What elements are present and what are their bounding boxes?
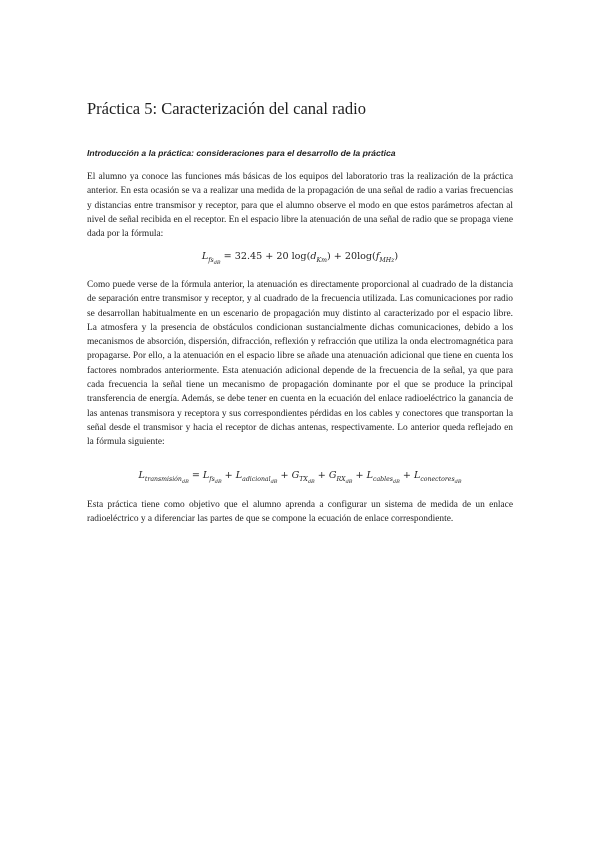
formula-symbol: L xyxy=(201,251,209,262)
paragraph-intro: El alumno ya conoce las funciones más básicas de los equipos del laboratorio tras la realización de la práctica anterior. En esta ocasión se va a realizar una medida de la propagación de una señal de radio a varias frecuencias y distancias entre transmisor y receptor, para que el alumno observe el modo en que estos parámetros afectan al nivel de señal recibida en el receptor. En el espacio libre la atenuación de una señal de radio que se propaga viene dada por la fórmula: xyxy=(87,172,513,240)
section-subtitle: Introducción a la práctica: consideraciones para el desarrollo de la práctica xyxy=(87,148,396,158)
formula-subsubscript: dB xyxy=(392,479,400,485)
formula-text: ) xyxy=(394,251,399,262)
formula-subsubscript: dB xyxy=(213,260,221,266)
formula-symbol: L xyxy=(413,470,421,481)
formula-text: + xyxy=(277,470,292,481)
formula-symbol: L xyxy=(235,470,243,481)
formula-subsubscript: dB xyxy=(345,479,353,485)
formula-subscript: fs xyxy=(208,257,214,264)
formula-subscript: adicional xyxy=(242,476,271,483)
formula-subsubscript: dB xyxy=(307,479,315,485)
formula-text: = xyxy=(188,470,203,481)
formula-subscript: MHz xyxy=(379,257,395,264)
formula-subsubscript: dB xyxy=(270,479,278,485)
formula-subsubscript: dB xyxy=(181,479,189,485)
formula-text: + xyxy=(352,470,367,481)
formula-subscript: conectores xyxy=(420,476,455,483)
formula-text: ) + 20log( xyxy=(326,251,376,262)
paragraph-objective: Esta práctica tiene como objetivo que el alumno aprenda a configurar un sistema de medida de un enlace radioeléctrico y a diferenciar las partes de que se compone la ecuación de enlace correspondiente. xyxy=(87,500,513,525)
formula-subscript: RX xyxy=(336,476,346,483)
free-space-loss-formula xyxy=(87,250,513,264)
page-title: Práctica 5: Caracterización del canal radio xyxy=(87,99,366,118)
formula-subsubscript: dB xyxy=(214,479,222,485)
formula-subscript: Km xyxy=(316,257,327,264)
formula-text: + xyxy=(314,470,329,481)
link-budget-formula xyxy=(87,469,513,483)
formula-symbol: G xyxy=(328,470,337,481)
formula-subscript: TX xyxy=(299,476,308,483)
formula-symbol: G xyxy=(291,470,300,481)
formula-subscript: transmisión xyxy=(144,476,182,483)
paragraph-explanation: Como puede verse de la fórmula anterior, la atenuación es directamente proporcional al cuadrado de la distancia de separación entre transmisor y receptor, y al cuadrado de la frecuencia utilizada. Las comunicaciones por radio se desarrollan habitualmente en un escenario de propagación muy distinto al caracterizado por el espacio libre. La atmosfera y la presencia de obstáculos condicionan sustancialmente dichas comunicaciones, debido a los mecanismos de absorción, dispersión, difracción, reflexión y refracción que utiliza la onda electromagnética para propagarse. Por ello, a la atenuación en el espacio libre se añade una atenuación adicional que tiene en cuenta los factores nombrados anteriormente. Esta atenuación adicional depende de la frecuencia de la señal, ya que para cada frecuencia la señal tiene un mecanismo de propagación dominante por el que se produce la principal transferencia de energía. Además, se debe tener en cuenta en la ecuación del enlace radioeléctrico la ganancia de las antenas transmisora y receptora y sus correspondientes pérdidas en los cables y conectores que transportan la señal desde el transmisor y hacia el receptor de dichas antenas, respectivamente. Lo anterior queda reflejado en la fórmula siguiente: xyxy=(87,280,513,448)
formula-subsubscript: dB xyxy=(454,479,462,485)
formula-text: + xyxy=(399,470,414,481)
formula-subscript: fs xyxy=(209,476,215,483)
formula-symbol: d xyxy=(310,251,317,262)
formula-text: = 32.45 + 20 log( xyxy=(220,251,311,262)
formula-symbol: L xyxy=(202,470,210,481)
formula-symbol: L xyxy=(138,470,145,481)
formula-text: + xyxy=(221,470,236,481)
formula-subscript: cables xyxy=(372,476,393,483)
formula-symbol: L xyxy=(366,470,373,481)
formula-symbol: f xyxy=(375,251,380,262)
